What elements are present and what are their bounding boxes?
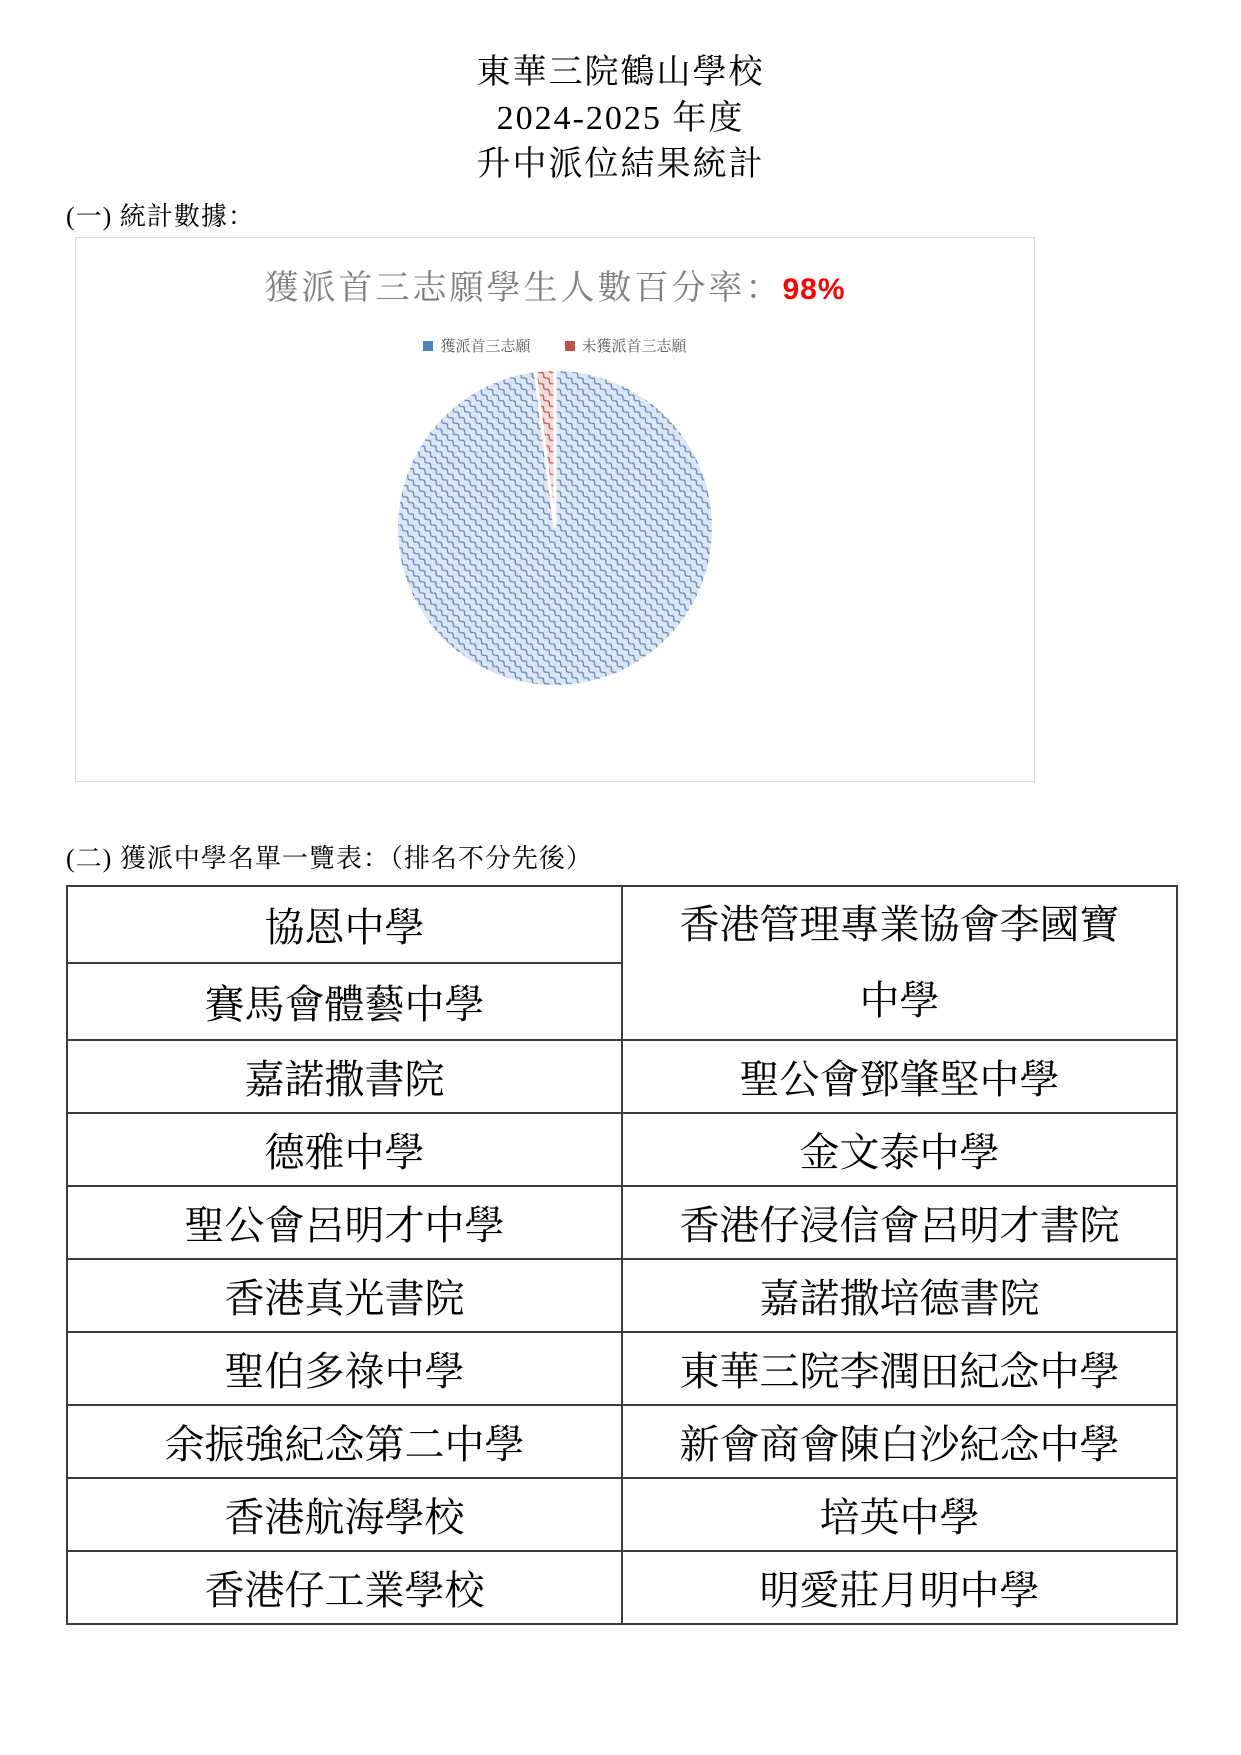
legend-label-allocated: 獲派首三志願 [440, 339, 531, 355]
table-row [67, 886, 1177, 963]
school-cell: 金文泰中學 [622, 1113, 1177, 1186]
school-cell: 余振強紀念第二中學 [67, 1405, 622, 1478]
pie-chart-area [76, 366, 1034, 690]
school-cell: 培英中學 [622, 1478, 1177, 1551]
title-line-year: 2024-2025 年度 [496, 100, 745, 137]
school-cell: 嘉諾撒書院 [67, 1040, 622, 1113]
table-row [67, 1113, 1177, 1186]
section1-heading: (一) 統計數據： [66, 202, 255, 231]
school-cell-merged [622, 886, 1177, 1040]
school-cell: 香港航海學校 [67, 1478, 622, 1551]
school-cell: 香港真光書院 [67, 1259, 622, 1332]
legend-item-not-allocated [565, 335, 687, 356]
table-row [67, 1478, 1177, 1551]
school-cell: 香港仔浸信會呂明才書院 [622, 1186, 1177, 1259]
school-cell: 協恩中學 [67, 886, 622, 963]
school-list-table [66, 885, 1178, 1625]
school-cell: 新會商會陳白沙紀念中學 [622, 1405, 1177, 1478]
legend-swatch-blue-icon [423, 341, 433, 351]
school-cell: 賽馬會體藝中學 [67, 963, 622, 1040]
school-cell: 東華三院李潤田紀念中學 [622, 1332, 1177, 1405]
legend-label-not-allocated: 未獲派首三志願 [581, 339, 687, 355]
chart-title [76, 260, 1034, 309]
school-cell: 聖公會鄧肇堅中學 [622, 1040, 1177, 1113]
statistics-chart-card [75, 237, 1035, 782]
chart-legend [76, 335, 1034, 356]
document-title [0, 0, 1241, 188]
school-name: 香港管理專業協會李國寶中學 [679, 902, 1120, 1023]
title-line-subject: 升中派位結果統計 [476, 146, 765, 183]
chart-title-text: 獲派首三志願學生人數百分率： [264, 270, 783, 307]
table-row [67, 1551, 1177, 1624]
section2-heading: (二) 獲派中學名單一覽表：（排名不分先後） [66, 844, 593, 873]
legend-swatch-red-icon [565, 341, 575, 351]
table-row [67, 1040, 1177, 1113]
table-row [67, 1259, 1177, 1332]
school-cell: 聖公會呂明才中學 [67, 1186, 622, 1259]
legend-item-allocated [423, 335, 530, 356]
chart-title-percentage: 98% [782, 273, 846, 306]
table-row [67, 1332, 1177, 1405]
table-row [67, 1186, 1177, 1259]
pie-chart [393, 366, 717, 690]
school-cell: 香港仔工業學校 [67, 1551, 622, 1624]
title-line-school: 東華三院鶴山學校 [476, 54, 765, 91]
school-cell: 德雅中學 [67, 1113, 622, 1186]
table-row [67, 1405, 1177, 1478]
school-cell: 明愛莊月明中學 [622, 1551, 1177, 1624]
school-cell: 嘉諾撒培德書院 [622, 1259, 1177, 1332]
school-cell: 聖伯多祿中學 [67, 1332, 622, 1405]
